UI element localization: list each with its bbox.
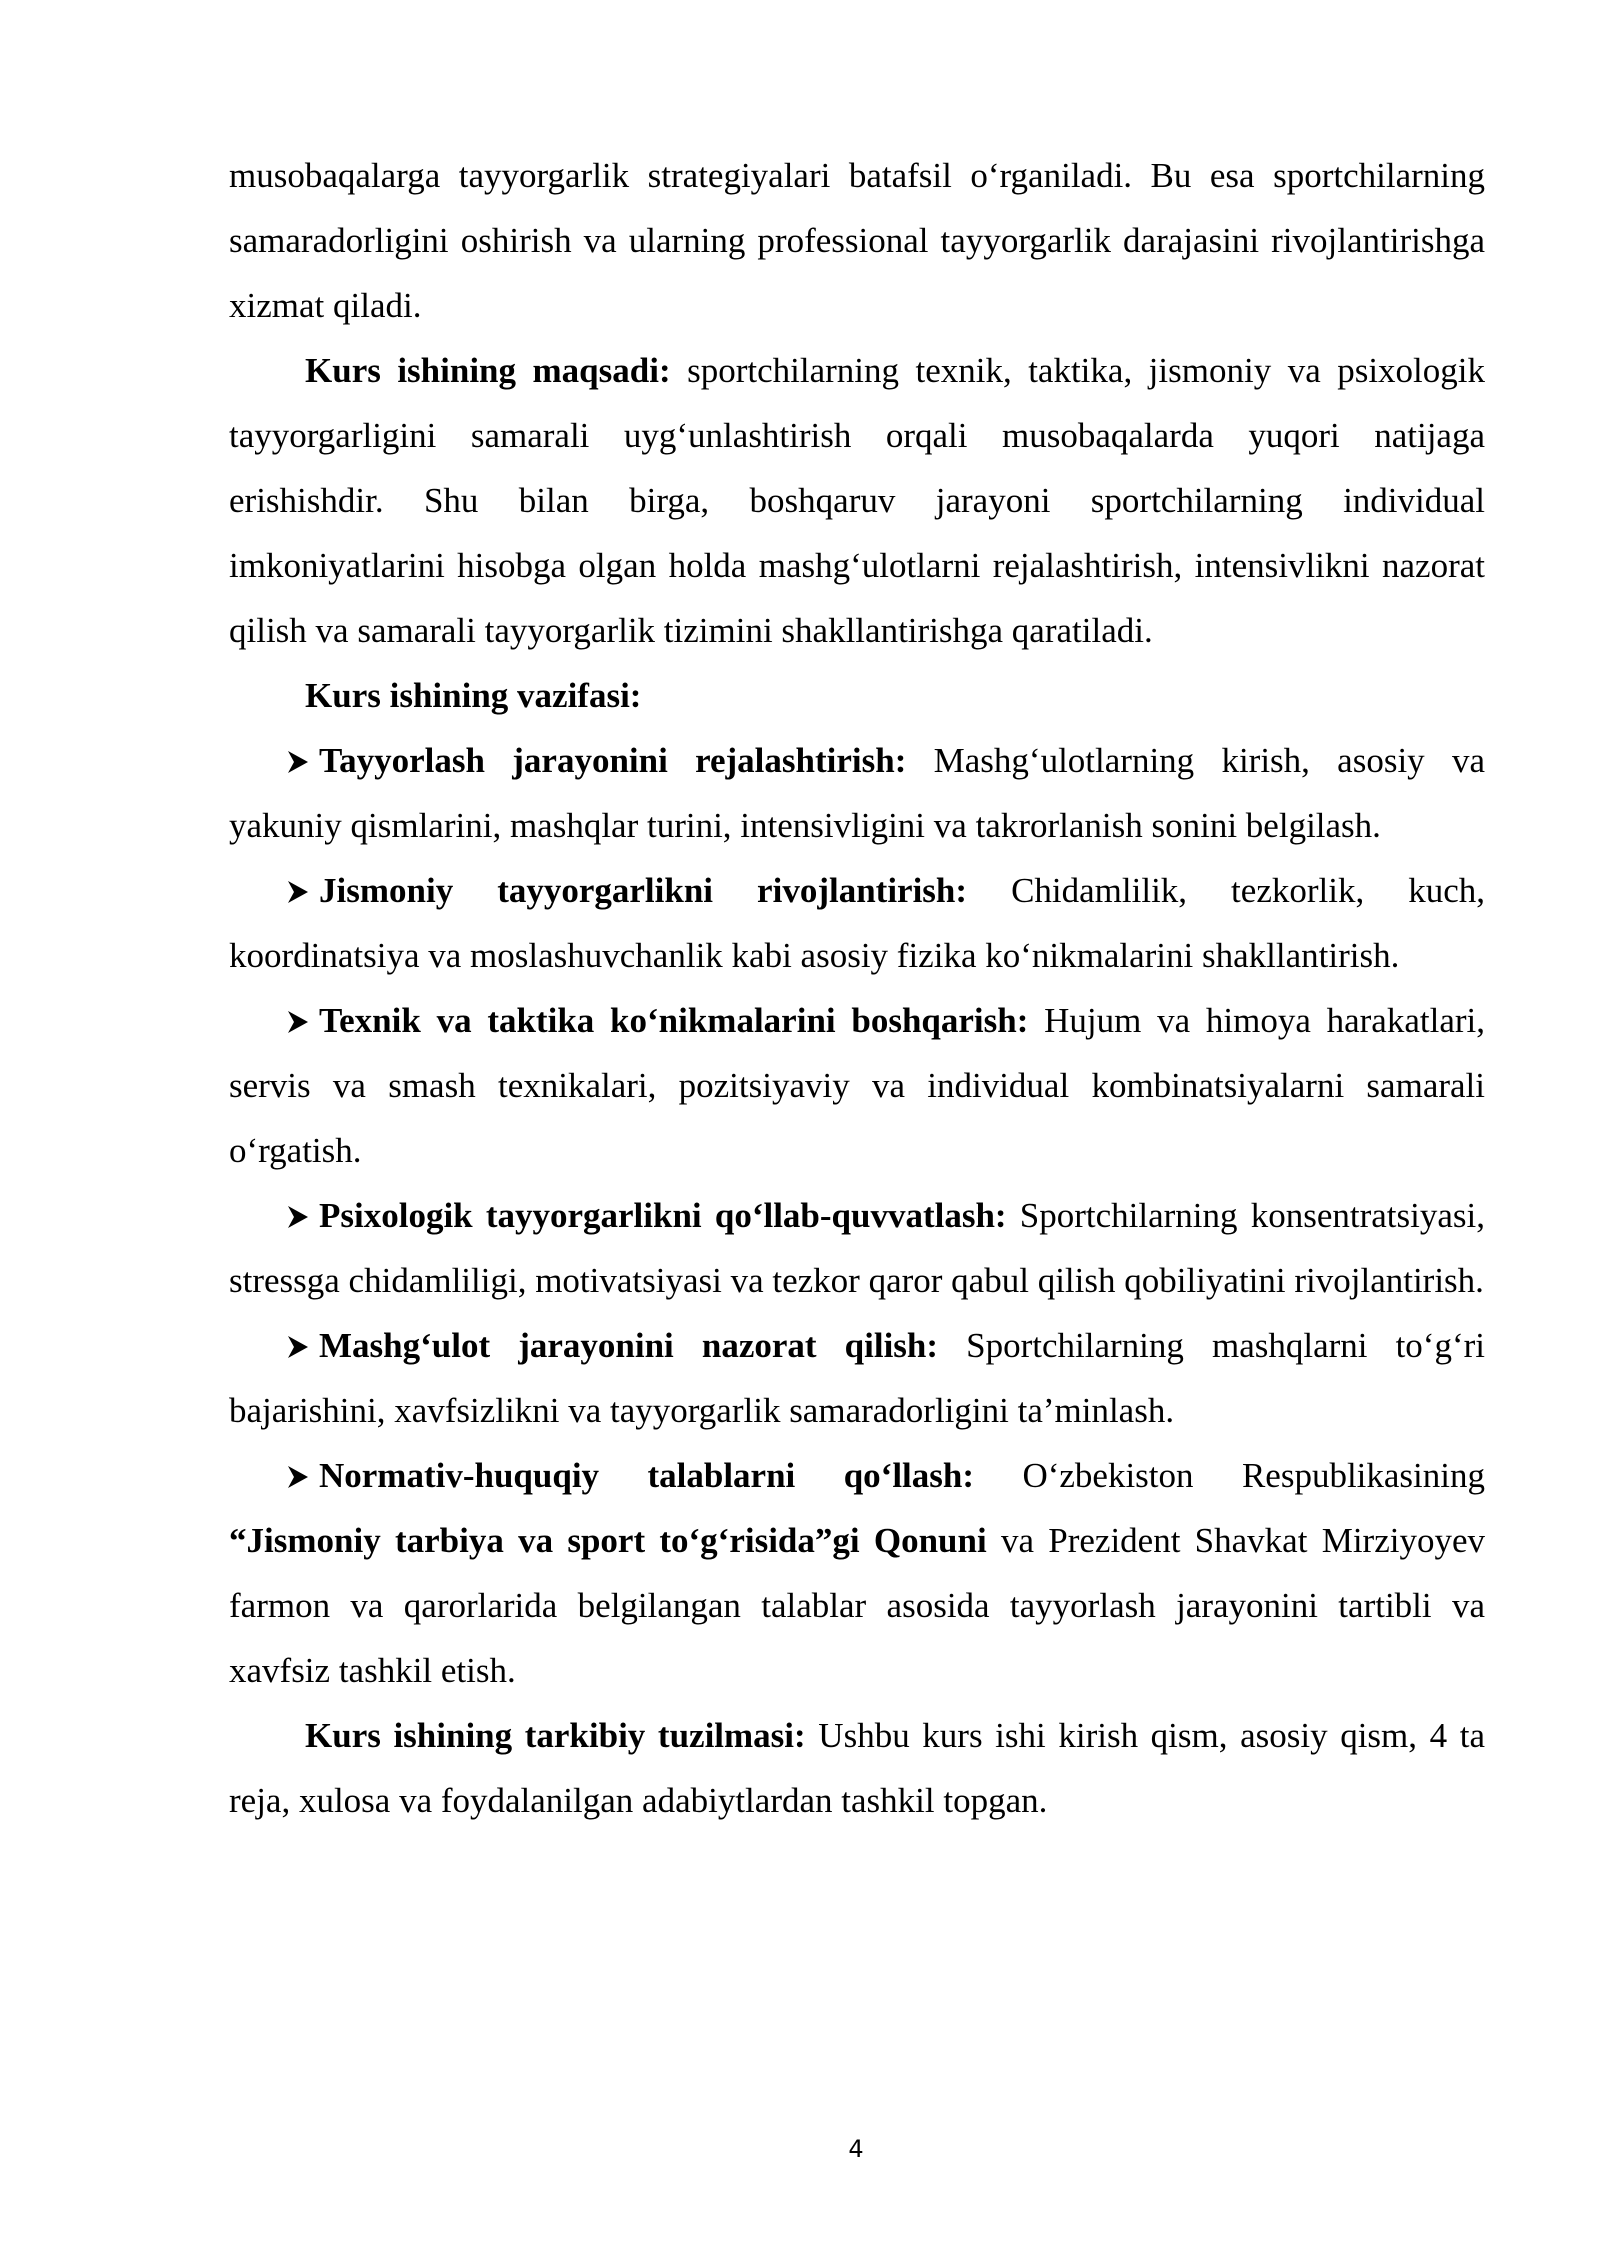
tasks-heading: Kurs ishining vazifasi:	[305, 676, 642, 715]
arrowhead-bullet-icon	[287, 1183, 319, 1248]
task-text: Sportchilarning mashqlarni to‘g‘ri bajarishini, xavfsizlikni va tayyorgarlik samaradorligini ta’minlash.	[229, 1326, 1485, 1430]
task-label: Mashg‘ulot jarayonini nazorat qilish:	[319, 1326, 939, 1365]
page-number: 4	[848, 2135, 864, 2163]
task-text: Sportchilarning konsentratsiyasi, stressga chidamliligi, motivatsiyasi va tezkor qaror qabul qilish qobiliyatini rivojlantirish.	[229, 1196, 1485, 1300]
task-label: Psixologik tayyorgarlikni qo‘llab-quvvatlash:	[319, 1196, 1007, 1235]
task-item	[229, 728, 1485, 858]
normative-item	[229, 1443, 1485, 1703]
task-text: Mashg‘ulotlarning kirish, asosiy va yakuniy qismlarini, mashqlar turini, intensivligini va takrorlanish sonini belgilash.	[229, 741, 1485, 845]
page-content	[229, 143, 1485, 1833]
structure-paragraph	[229, 1703, 1485, 1833]
task-text: Chidamlilik, tezkorlik, kuch, koordinatsiya va moslashuvchanlik kabi asosiy fizika ko‘nikmalarini shakllantirish.	[229, 871, 1486, 975]
goal-paragraph	[229, 338, 1485, 663]
task-text: Hujum va himoya harakatlari, servis va smash texnikalari, pozitsiyaviy va individual kombinatsiyalarni samarali o‘rgatish.	[229, 1001, 1485, 1170]
task-item	[229, 1183, 1485, 1313]
task-item	[229, 1313, 1485, 1443]
arrowhead-bullet-icon	[287, 728, 319, 793]
structure-text: Ushbu kurs ishi kirish qism, asosiy qism, 4 ta reja, xulosa va foydalanilgan adabiytlardan tashkil topgan.	[229, 1716, 1485, 1820]
arrowhead-bullet-icon	[287, 858, 319, 923]
task-label: Tayyorlash jarayonini rejalashtirish:	[319, 741, 907, 780]
normative-label: Normativ-huquqiy talablarni qo‘llash:	[319, 1456, 975, 1495]
intro-paragraph: musobaqalarga tayyorgarlik strategiyalari batafsil o‘rganiladi. Bu esa sportchilarning samaradorligini oshirish va ularning professional tayyorgarlik darajasini rivojlantirishga xizmat qiladi.	[229, 156, 1485, 325]
task-label: Jismoniy tayyorgarlikni rivojlantirish:	[319, 871, 968, 910]
normative-text-after: va Prezident Shavkat Mirziyoyev farmon va qarorlarida belgilangan talablar asosida tayyorlash jarayonini tartibli va xavfsiz tashkil etish.	[229, 1521, 1485, 1690]
task-item	[229, 858, 1485, 988]
task-label: Texnik va taktika ko‘nikmalarini boshqarish:	[319, 1001, 1029, 1040]
law-title: “Jismoniy tarbiya va sport to‘g‘risida”gi Qonuni	[229, 1521, 987, 1560]
goal-label: Kurs ishining maqsadi:	[305, 351, 671, 390]
arrowhead-bullet-icon	[287, 988, 319, 1053]
task-item	[229, 988, 1485, 1183]
normative-text-before: O‘zbekiston Respublikasining	[974, 1456, 1485, 1495]
structure-label: Kurs ishining tarkibiy tuzilmasi:	[305, 1716, 806, 1755]
arrowhead-bullet-icon	[287, 1313, 319, 1378]
goal-text: sportchilarning texnik, taktika, jismoniy va psixologik tayyorgarligini samarali uyg‘unlashtirish orqali musobaqalarda yuqori natijaga erishishdir. Shu bilan birga, boshqaruv jarayoni sportchilarning individual imkoniyatlarini hisobga olgan holda mashg‘ulotlarni rejalashtirish, intensivlikni nazorat qilish va samarali tayyorgarlik tizimini shakllantirishga qaratiladi.	[229, 351, 1486, 650]
arrowhead-bullet-icon	[287, 1443, 319, 1508]
